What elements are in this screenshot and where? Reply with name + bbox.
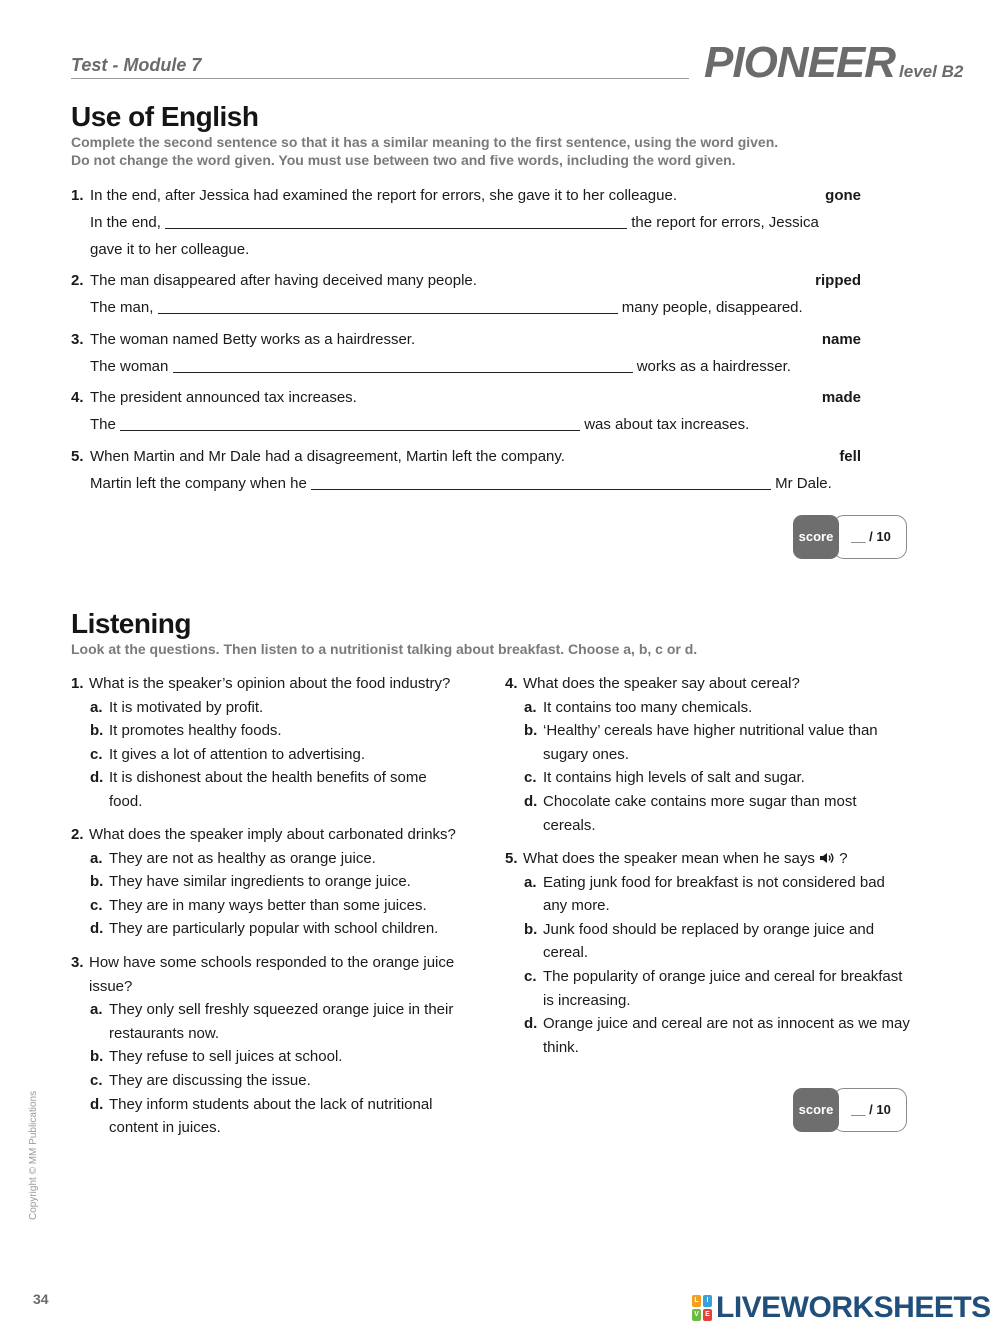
item-keyword: gone [825, 187, 861, 204]
item-number: 1. [71, 187, 84, 204]
item-sentence: The president announced tax increases. [90, 389, 357, 406]
copyright-notice: Copyright © MM Publications [28, 1090, 39, 1220]
score-box-listening [793, 1088, 905, 1132]
option-b[interactable]: b. It promotes healthy foods. [90, 722, 282, 740]
transformation-item-4 [71, 384, 861, 438]
question-stem: What does the speaker say about cereal? [523, 675, 800, 692]
option-a[interactable]: a. They only sell freshly squeezed orange juice in their restaurants now. [90, 1001, 454, 1042]
listening-question-5: 5. What does the speaker mean when he says ? a. Eating junk food for breakfast is not considered bad any more. b. Junk food should be replaced by orange juice and cereal. c. The popularity of orange juice and cereal for breakfast is increasing. d. Orange juice and cereal are not as innocent as we may think. [505, 847, 905, 1059]
header-rule [71, 78, 689, 79]
score-label: score [793, 1088, 839, 1132]
option-c[interactable]: c. They are discussing the issue. [90, 1071, 311, 1089]
question-stem: What does the speaker mean when he says [523, 850, 815, 867]
answer-blank-5[interactable] [311, 472, 771, 490]
transformation-item-5 [71, 443, 861, 497]
use-of-english-title: Use of English [71, 101, 259, 132]
brand-level: level B2 [899, 62, 964, 81]
item-number: 2. [71, 272, 84, 289]
option-b[interactable]: b. They have similar ingredients to orange juice. [90, 873, 411, 891]
option-a[interactable]: a. It contains too many chemicals. [524, 698, 753, 716]
brand-name: PIONEER [704, 38, 896, 87]
item-number: 5. [71, 448, 84, 465]
transformation-item-1 [71, 182, 861, 263]
item-answer-line: The woman works as a hairdresser. [71, 353, 861, 380]
item-keyword: made [821, 389, 861, 406]
listening-title: Listening [71, 608, 191, 639]
item-sentence: In the end, after Jessica had examined the report for errors, she gave it to her colleague. [90, 187, 677, 204]
item-keyword: name [821, 331, 861, 348]
test-module-label: Test - Module 7 [71, 55, 202, 75]
item-answer-line: The man, many people, disappeared. [71, 294, 861, 321]
listening-question-2: 2. What does the speaker imply about carbonated drinks? a. They are not as healthy as orange juice. b. They have similar ingredients to orange juice. c. They are in many ways better than some juices. d. They are particularly popular with school children. [71, 823, 471, 941]
item-answer-line: The was about tax increases. [71, 411, 861, 438]
answer-blank-3[interactable] [173, 355, 633, 373]
item-sentence: The man disappeared after having deceived many people. [90, 272, 477, 289]
option-d[interactable]: d. Orange juice and cereal are not as innocent as we may think. [524, 1015, 910, 1056]
option-a[interactable]: a. It is motivated by profit. [90, 698, 264, 716]
speaker-audio-icon[interactable] [819, 851, 835, 865]
listening-instructions: Look at the questions. Then listen to a nutritionist talking about breakfast. Choose a, b, c or d. [71, 641, 698, 657]
option-c[interactable]: c. It gives a lot of attention to advertising. [90, 745, 365, 763]
option-d[interactable]: d. It is dishonest about the health benefits of some food. [90, 769, 427, 810]
score-box-use-of-english [793, 515, 905, 559]
answer-blank-1[interactable] [165, 211, 627, 229]
option-b[interactable]: b. They refuse to sell juices at school. [90, 1048, 343, 1066]
option-c[interactable]: c. They are in many ways better than some juices. [90, 896, 427, 914]
score-value[interactable]: __ / 10 [833, 1088, 907, 1132]
option-c[interactable]: c. It contains high levels of salt and sugar. [524, 769, 805, 787]
item-answer-continuation: gave it to her colleague. [90, 241, 250, 258]
listening-question-4: 4. What does the speaker say about cereal? a. It contains too many chemicals. b. ‘Healthy’ cereals have higher nutritional value than sugary ones. c. It contains high levels of salt and sugar. d. Chocolate cake contains more sugar than most cereals. [505, 672, 905, 837]
option-a[interactable]: a. They are not as healthy as orange juice. [90, 849, 376, 867]
item-number: 4. [71, 389, 84, 406]
use-of-english-instructions: Complete the second sentence so that it has a similar meaning to the first sentence, using the word given. Do not change the word given. You must use between two and five words, including the word given. [71, 134, 779, 168]
item-keyword: fell [839, 448, 861, 465]
liveworksheets-wordmark: LIVEWORKSHEETS [716, 1291, 991, 1324]
option-a[interactable]: a. Eating junk food for breakfast is not considered bad any more. [524, 873, 885, 915]
score-value[interactable]: __ / 10 [833, 515, 907, 559]
question-stem: What is the speaker’s opinion about the food industry? [89, 675, 451, 692]
question-stem: How have some schools responded to the orange juice issue? [89, 954, 455, 995]
liveworksheets-brand [692, 1291, 991, 1325]
item-answer-line: Martin left the company when he Mr Dale. [71, 470, 861, 497]
option-b[interactable]: b. Junk food should be replaced by orange juice and cereal. [524, 920, 875, 962]
option-d[interactable]: d. They inform students about the lack of nutritional content in juices. [90, 1095, 433, 1137]
item-sentence: The woman named Betty works as a hairdresser. [90, 331, 416, 348]
item-number: 3. [71, 331, 84, 348]
option-c[interactable]: c. The popularity of orange juice and cereal for breakfast is increasing. [524, 967, 903, 1009]
brand-title [704, 38, 963, 88]
item-answer-line: In the end, the report for errors, Jessica [71, 209, 861, 236]
transformation-item-3 [71, 326, 861, 380]
listening-question-3: 3. How have some schools responded to the orange juice issue? a. They only sell freshly squeezed orange juice in their restaurants now. b. They refuse to sell juices at school. c. They are discussing the issue. d. They inform students about the lack of nutritional content in juices. [71, 951, 471, 1140]
transformation-item-2 [71, 267, 861, 321]
option-d[interactable]: d. They are particularly popular with school children. [90, 920, 439, 938]
question-stem: What does the speaker imply about carbonated drinks? [89, 826, 456, 843]
page-number: 34 [33, 1291, 49, 1307]
option-d[interactable]: d. Chocolate cake contains more sugar than most cereals. [524, 792, 857, 834]
answer-blank-4[interactable] [120, 413, 580, 431]
liveworksheets-logo-icon: L I V E [692, 1295, 712, 1321]
score-label: score [793, 515, 839, 559]
option-b[interactable]: b. ‘Healthy’ cereals have higher nutritional value than sugary ones. [524, 722, 878, 763]
item-sentence: When Martin and Mr Dale had a disagreement, Martin left the company. [90, 448, 565, 465]
answer-blank-2[interactable] [158, 296, 618, 314]
listening-question-1: 1. What is the speaker’s opinion about the food industry? a. It is motivated by profit. b. It promotes healthy foods. c. It gives a lot of attention to advertising. d. It is dishonest about the health benefits of some food. [71, 672, 471, 814]
item-keyword: ripped [815, 272, 861, 289]
